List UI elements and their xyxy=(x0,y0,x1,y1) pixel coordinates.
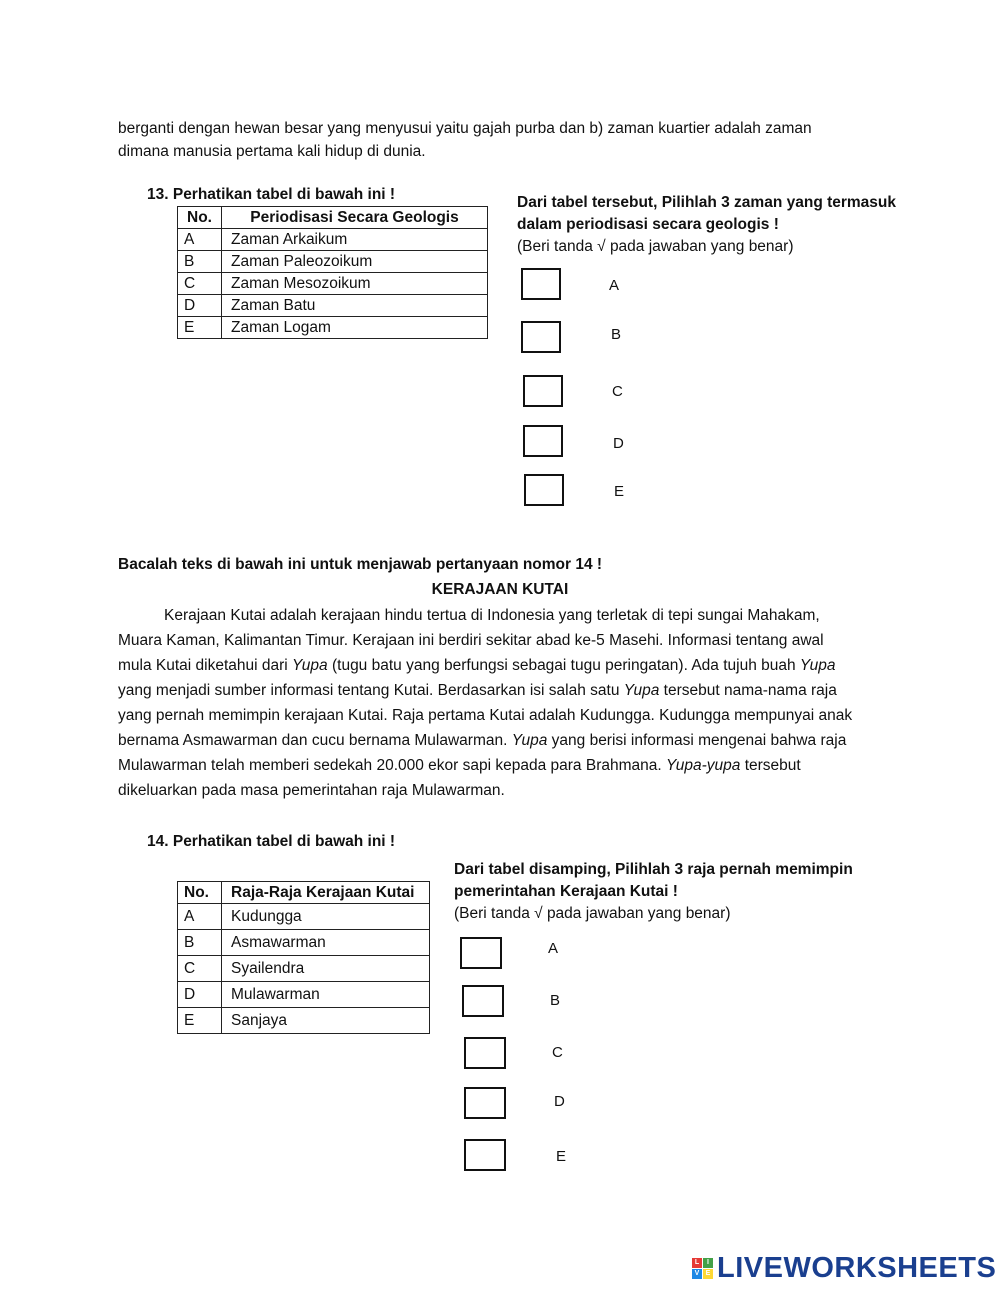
q13-header-period: Periodisasi Secara Geologis xyxy=(222,207,488,229)
reading-text: yang menjadi sumber informasi tentang Kutai. Berdasarkan isi salah satu xyxy=(118,682,624,699)
q14-table-header xyxy=(178,882,430,904)
logo-square-v: V xyxy=(692,1269,702,1279)
q14-option-c-label: C xyxy=(552,1044,563,1061)
q13-option-b-label: B xyxy=(611,326,622,343)
reading-line-2: Muara Kaman, Kalimantan Timur. Kerajaan ini berdiri sekitar abad ke-5 Masehi. Informasi tentang awal xyxy=(118,632,824,649)
reading-text: Kerajaan Kutai adalah kerajaan hindu tertua di Indonesia yang terletak di tepi sungai Mahakam, xyxy=(164,607,820,624)
row-value: Asmawarman xyxy=(222,930,430,956)
q13-label: 13. Perhatikan tabel di bawah ini ! xyxy=(147,186,396,203)
reading-line-4 xyxy=(118,678,881,703)
yupa-term: Yupa xyxy=(292,657,328,674)
q13-option-c-label: C xyxy=(612,383,623,400)
q13-prompt-line-2: dalam periodisasi secara geologis ! xyxy=(517,216,779,233)
q14-checkbox-c[interactable] xyxy=(464,1037,506,1069)
logo-square-l: L xyxy=(692,1258,702,1268)
q14-option-e-label: E xyxy=(556,1148,567,1165)
row-no: E xyxy=(178,1008,222,1034)
row-value: Mulawarman xyxy=(222,982,430,1008)
row-no: C xyxy=(178,273,222,295)
q14-option-b-label: B xyxy=(550,992,561,1009)
table-row xyxy=(178,982,430,1008)
q14-prompt-line-1: Dari tabel disamping, Pilihlah 3 raja pernah memimpin xyxy=(454,861,853,878)
yupa-term: Yupa xyxy=(511,732,548,749)
intro-line-2: dimana manusia pertama kali hidup di dunia. xyxy=(118,143,426,160)
row-no: E xyxy=(178,317,222,339)
table-row xyxy=(178,904,430,930)
row-no: A xyxy=(178,229,222,251)
row-value: Kudungga xyxy=(222,904,430,930)
reading-text: Mulawarman telah memberi sedekah 20.000 ekor sapi kepada para Brahmana. xyxy=(118,757,666,774)
reading-line-7 xyxy=(118,753,881,778)
reading-text: bernama Asmawarman dan cucu bernama Mulawarman. xyxy=(118,732,512,749)
row-no: C xyxy=(178,956,222,982)
table-row xyxy=(178,251,488,273)
reading-text: yang berisi informasi mengenai bahwa raja xyxy=(547,732,847,749)
table-row xyxy=(178,1008,430,1034)
q14-checkbox-d[interactable] xyxy=(464,1087,506,1119)
reading-line-1 xyxy=(118,603,881,628)
q13-table-header xyxy=(178,207,488,229)
q13-checkbox-e[interactable] xyxy=(524,474,564,506)
reading-line-6 xyxy=(118,728,881,753)
table-row xyxy=(178,956,430,982)
q14-header-kings: Raja-Raja Kerajaan Kutai xyxy=(222,882,430,904)
reading-instruction: Bacalah teks di bawah ini untuk menjawab pertanyaan nomor 14 ! xyxy=(118,556,603,573)
q14-checkbox-b[interactable] xyxy=(462,985,504,1017)
row-value: Sanjaya xyxy=(222,1008,430,1034)
logo-text: LIVEWORKSHEETS xyxy=(717,1252,997,1284)
liveworksheets-logo xyxy=(692,1252,996,1285)
row-value: Syailendra xyxy=(222,956,430,982)
reading-text: tersebut nama-nama raja xyxy=(659,682,837,699)
intro-line-1: berganti dengan hewan besar yang menyusui yaitu gajah purba dan b) zaman kuartier adalah zaman xyxy=(118,120,812,137)
q14-prompt-line-2: pemerintahan Kerajaan Kutai ! xyxy=(454,883,678,900)
q14-checkbox-e[interactable] xyxy=(464,1139,506,1171)
q13-checkbox-b[interactable] xyxy=(521,321,561,353)
row-no: D xyxy=(178,982,222,1008)
table-row xyxy=(178,273,488,295)
row-value: Zaman Mesozoikum xyxy=(222,273,488,295)
yupa-term: Yupa xyxy=(623,682,660,699)
q13-header-no: No. xyxy=(178,207,222,229)
row-no: B xyxy=(178,251,222,273)
q14-header-no: No. xyxy=(178,882,222,904)
reading-title: KERAJAAN KUTAI xyxy=(431,581,569,598)
logo-square-e: E xyxy=(703,1269,713,1279)
row-value: Zaman Arkaikum xyxy=(222,229,488,251)
row-no: A xyxy=(178,904,222,930)
q14-label: 14. Perhatikan tabel di bawah ini ! xyxy=(147,833,396,850)
reading-line-3 xyxy=(118,653,881,678)
logo-square-i: I xyxy=(703,1258,713,1268)
row-value: Zaman Batu xyxy=(222,295,488,317)
reading-text: mula Kutai diketahui dari xyxy=(118,657,293,674)
table-row xyxy=(178,317,488,339)
q13-option-e-label: E xyxy=(614,483,625,500)
q14-option-d-label: D xyxy=(554,1093,565,1110)
reading-text: (tugu batu yang berfungsi sebagai tugu peringatan). Ada tujuh buah xyxy=(327,657,800,674)
reading-line-5: yang pernah memimpin kerajaan Kutai. Raja pertama Kutai adalah Kudungga. Kudungga mempunyai anak xyxy=(118,707,853,724)
yupa-term: Yupa xyxy=(799,657,836,674)
q14-checkbox-a[interactable] xyxy=(460,937,502,969)
q13-table xyxy=(177,206,488,339)
reading-text: tersebut xyxy=(740,757,801,774)
table-row xyxy=(178,930,430,956)
row-value: Zaman Paleozoikum xyxy=(222,251,488,273)
q13-checkbox-d[interactable] xyxy=(523,425,563,457)
q13-prompt-line-1: Dari tabel tersebut, Pilihlah 3 zaman yang termasuk xyxy=(517,194,897,211)
q13-option-a-label: A xyxy=(609,277,620,294)
q13-option-d-label: D xyxy=(613,435,624,452)
q13-checkbox-c[interactable] xyxy=(523,375,563,407)
table-row xyxy=(178,229,488,251)
q13-hint: (Beri tanda √ pada jawaban yang benar) xyxy=(517,238,794,255)
row-value: Zaman Logam xyxy=(222,317,488,339)
logo-squares-icon xyxy=(692,1258,713,1279)
table-row xyxy=(178,295,488,317)
yupa-yupa-term: Yupa-yupa xyxy=(665,757,741,774)
q14-option-a-label: A xyxy=(548,940,559,957)
q14-table xyxy=(177,881,430,1034)
q13-checkbox-a[interactable] xyxy=(521,268,561,300)
q14-hint: (Beri tanda √ pada jawaban yang benar) xyxy=(454,905,731,922)
reading-line-8: dikeluarkan pada masa pemerintahan raja Mulawarman. xyxy=(118,782,505,799)
row-no: B xyxy=(178,930,222,956)
row-no: D xyxy=(178,295,222,317)
